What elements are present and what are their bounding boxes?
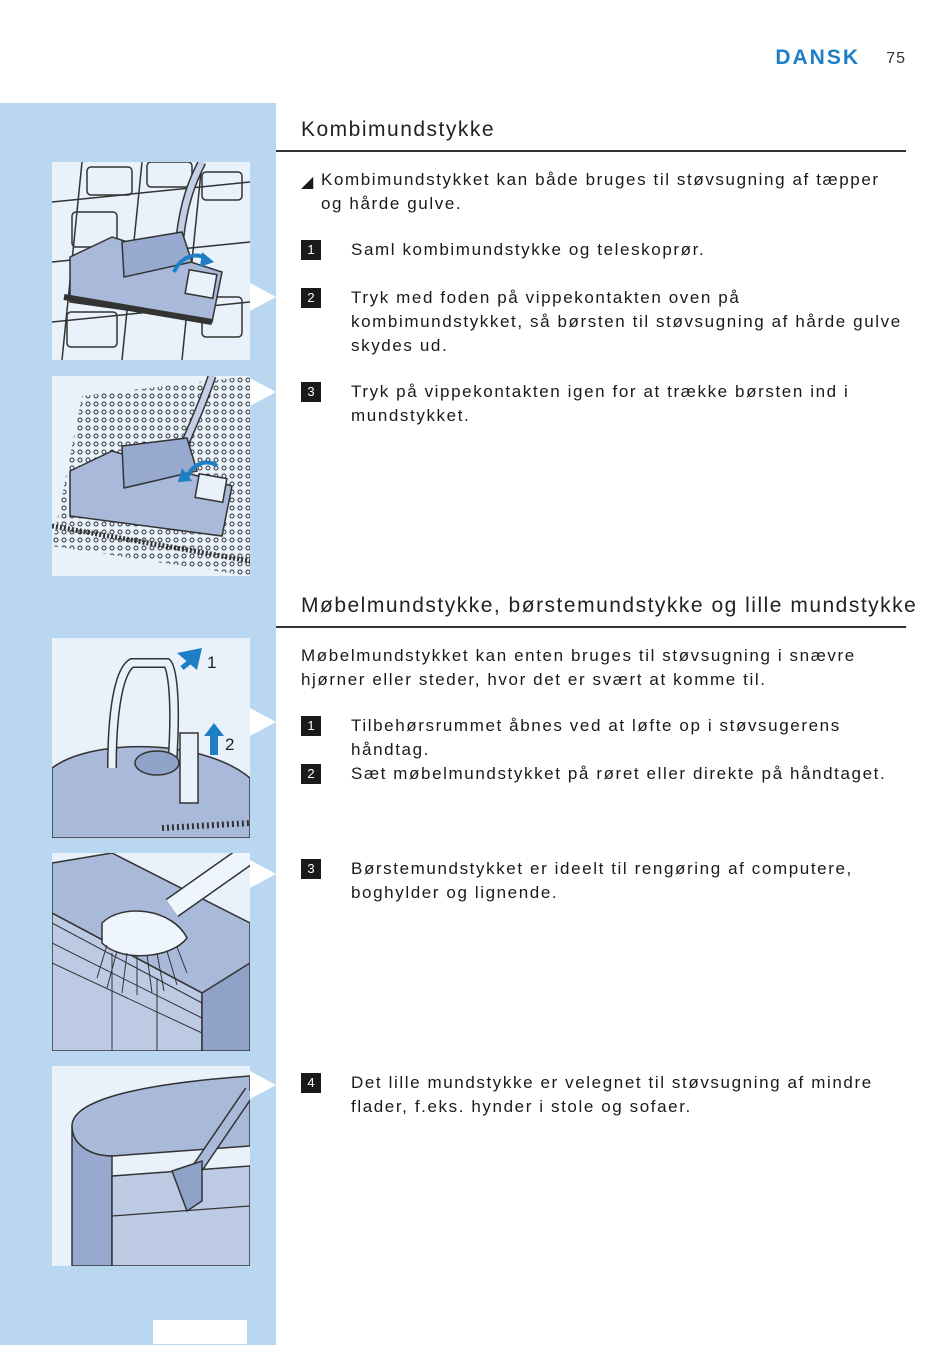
step-text: Sæt møbelmundstykket på røret eller direkte på håndtaget. xyxy=(351,764,887,783)
figure-label-2: 2 xyxy=(225,735,235,754)
callout-notch xyxy=(250,708,276,736)
step-number: 1 xyxy=(301,716,321,736)
step-text: Det lille mundstykke er velegnet til støvsugning af mindre flader, f.eks. hynder i stole og sofaer. xyxy=(351,1073,873,1116)
step-text: Saml kombimundstykke og teleskoprør. xyxy=(351,240,706,259)
step-number: 4 xyxy=(301,1073,321,1093)
illustration-hard-floor xyxy=(52,162,250,360)
section-title-moebelmundstykke: Møbelmundstykke, børstemundstykke og lille mundstykke xyxy=(301,594,918,617)
step-text: Tilbehørsrummet åbnes ved at løfte op i støvsugerens håndtag. xyxy=(351,716,841,759)
section-title-kombimundstykke: Kombimundstykke xyxy=(301,118,496,141)
figure-label-1: 1 xyxy=(207,653,217,672)
illustration-sofa xyxy=(52,1066,250,1266)
step-text: Børstemundstykket er ideelt til rengøring af computere, boghylder og lignende. xyxy=(351,859,853,902)
callout-notch xyxy=(250,378,276,406)
callout-notch xyxy=(250,283,276,311)
bullet-text: Kombimundstykket kan både bruges til støvsugning af tæpper og hårde gulve. xyxy=(321,170,880,213)
illustration-accessory-compartment xyxy=(52,638,250,838)
callout-notch xyxy=(250,1071,276,1099)
section-divider xyxy=(276,626,906,628)
illustration-carpet xyxy=(52,376,250,576)
step-number: 2 xyxy=(301,288,321,308)
step-text: Tryk med foden på vippekontakten oven på kombimundstykket, så børsten til støvsugning af hårde gulve skydes ud. xyxy=(351,288,902,355)
language-label: DANSK xyxy=(775,46,860,69)
footer-box xyxy=(153,1320,247,1344)
step-number: 2 xyxy=(301,764,321,784)
step-number: 3 xyxy=(301,382,321,402)
page-number: 75 xyxy=(886,50,906,67)
step-text: Tryk på vippekontakten igen for at trække børsten ind i mundstykket. xyxy=(351,382,850,425)
section-divider xyxy=(276,150,906,152)
step-number: 3 xyxy=(301,859,321,879)
illustration-brush-books xyxy=(52,853,250,1051)
step-number: 1 xyxy=(301,240,321,260)
intro-text: Møbelmundstykket kan enten bruges til støvsugning i snævre hjørner eller steder, hvor det er svært at komme til. xyxy=(301,646,856,689)
bullet-icon: ◢ xyxy=(301,174,314,191)
callout-notch xyxy=(250,860,276,888)
